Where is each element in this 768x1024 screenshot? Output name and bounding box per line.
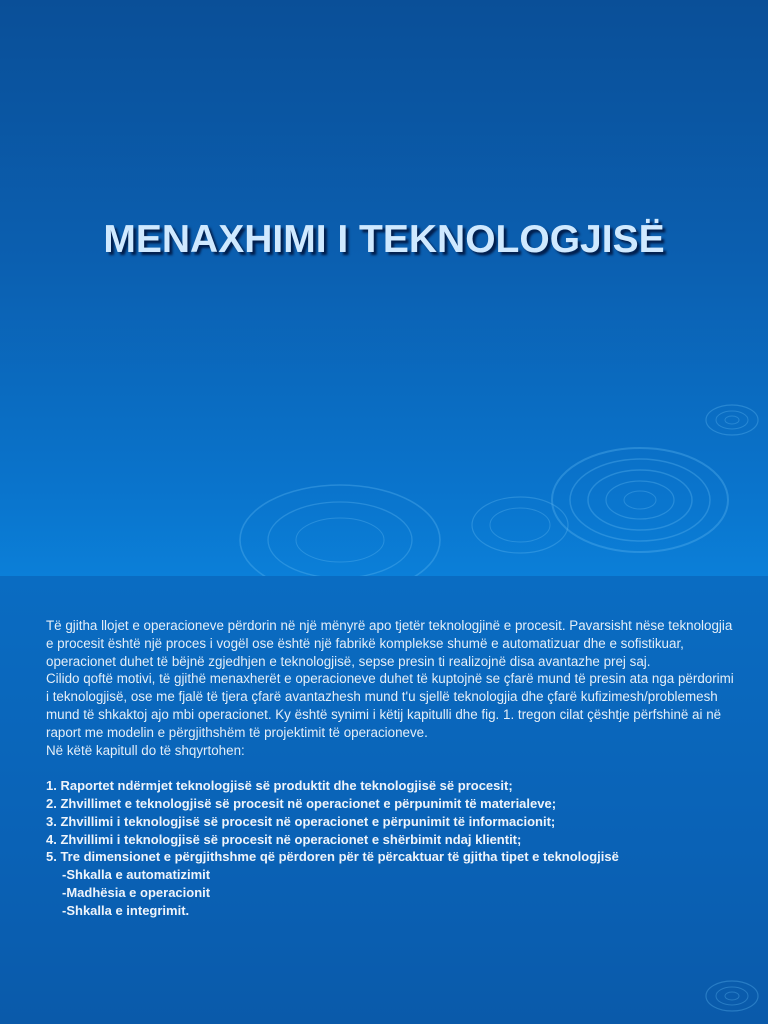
topic-list (46, 777, 736, 919)
body-paragraph-3: Në këtë kapitull do të shqyrtohen: (46, 742, 245, 758)
slide-title: MENAXHIMI I TEKNOLOGJISË (103, 218, 665, 261)
list-item: 1. Raportet ndërmjet teknologjisë së produktit dhe teknologjisë së procesit; (46, 778, 513, 794)
list-item: 2. Zhvillimet e teknologjisë së procesit në operacionet e përpunimit të materialeve; (46, 795, 557, 811)
content-slide (0, 576, 768, 1024)
sub-list-item: -Shkalla e automatizimit (62, 867, 211, 883)
list-item: 5. Tre dimensionet e përgjithshme që përdoren për të përcaktuar të gjitha tipet e teknologjisë (46, 849, 619, 865)
list-item: 3. Zhvillimi i teknologjisë së procesit në operacionet e përpunimit të informacionit; (46, 813, 556, 829)
sub-list-item: -Shkalla e integrimit. (62, 902, 190, 918)
body-paragraph-2: Cilido qoftë motivi, të gjithë menaxherët e operacioneve duhet të kuptojnë se çfarë mund të presin ata nga përdorimi i teknologjisë, ose me fjalë të tjera çfarë avantazhesh mund t'u sjellë teknologjia dhe çfarë kufizimesh/problemesh mund të shkaktoj ajo mbi operacionet. Ky është synimi i këtij kapitulli dhe fig. 1. tregon cilat çështje përfshinë ai në raport me modelin e përgjithshëm të projektimit të operacioneve. (46, 671, 734, 740)
slide-body (46, 617, 736, 920)
spacer (46, 759, 736, 777)
body-paragraph-1: Të gjitha llojet e operacioneve përdorin në një mënyrë apo tjetër teknologjinë e procesit. Pavarsisht nëse teknologjia e procesit është një proces i vogël ose është një fabrikë komplekse shumë e automatizuar dhe e sofistikuar, operacionet duhet të bëjnë zgjedhjen e teknologjisë, sepse presin ti realizojnë disa avantazhe prej saj. (46, 618, 733, 669)
list-item: 4. Zhvillimi i teknologjisë së procesit në operacionet e shërbimit ndaj klientit; (46, 831, 522, 847)
sub-list-item: -Madhësia e operacionit (62, 884, 211, 900)
